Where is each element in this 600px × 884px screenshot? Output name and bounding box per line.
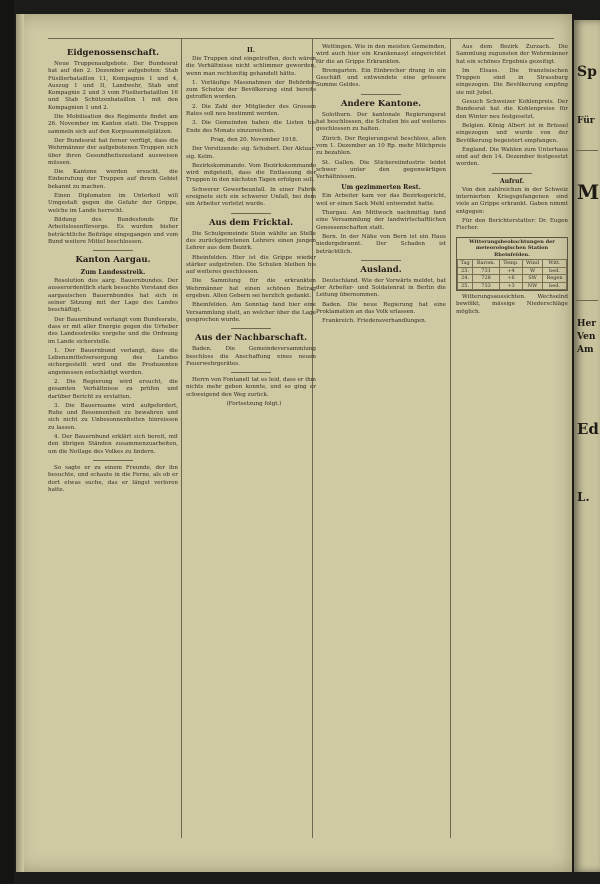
table-cell: Regen [543,275,567,283]
table-cell: NW [522,282,542,290]
section-heading: Aus der Nachbarschaft. [194,333,308,344]
adjacent-page-headline: Sp [577,64,597,80]
table-cell: SW [522,275,542,283]
divider [231,372,271,373]
section-heading: Ausland. [360,264,402,275]
scanner-backdrop [0,0,14,884]
article-paragraph: Resolution des aarg. Bauernbundes. Der ausserordentlich stark besuchte Vorstand des aargauischen Bauernbundes hat sich in seiner Sitzung mit der Lage des Landes beschäftigt. [48,278,179,314]
table-cell: W [522,267,542,275]
section-heading: Aufruf. [499,177,525,185]
table-cell: 733 [473,282,500,290]
article-paragraph: Der Bundesrat hat ferner verfügt, dass die Wehrmänner der aufgebotenen Truppen sich über ihren Gesundheitszustand ausweisen müssen. [48,137,178,166]
article-paragraph: Ein Arbeiter kam vor das Bezirksgericht, weil er einen Sack Mehl entwendet hatte. [316,193,446,207]
table-row [458,275,567,283]
signature-line: Für den Berichterstatter: Dr. Eugen Fischer. [456,217,568,232]
article-paragraph: Schwerer Gewerbeunfall. In einer Fabrik ereignete sich ein schwerer Unfall, bei dem ein Arbeiter verletzt wurde. [186,186,316,208]
divider [231,328,271,329]
adjacent-page-headline: M [577,180,600,204]
divider [93,460,133,461]
table-cell: +4 [499,267,522,275]
table-row [458,282,567,290]
continuation-note: (Fortsetzung folgt.) [226,400,282,407]
article-paragraph: Die Schulgemeinde Stein wählte an Stelle des zurückgetretenen Lehrers einen jungen Lehrer aus dem Bezirk. [186,230,316,252]
table-cell: 23. [458,267,473,275]
article-paragraph: Rheinfelden. Am Sonntag fand hier eine Versammlung statt, an welcher über die Lage gesprochen wurde. [186,302,316,323]
adjacent-page [574,20,600,872]
column-1 [48,44,178,496]
adjacent-page-headline: Ed [577,420,599,438]
table-cell: bed. [543,282,567,290]
section-heading: Andere Kantone. [340,98,422,109]
divider [492,173,532,174]
article-paragraph: Witterungsaussichten. Wechselnd bewölkt, mässige Niederschläge möglich. [456,294,568,315]
column-3 [316,44,446,328]
subsection-heading: Zum Landesstreik. [80,269,146,277]
weather-table-title: Witterungsbeobachtungen der meteorologischen Station Rheinfelden. [469,238,555,258]
article-paragraph: Thurgau. Am Mittwoch nachmittag fand eine Versammlung der landwirtschaftlichen Genossenschaften statt. [316,210,446,231]
article-paragraph: Zürich. Der Regierungsrat beschloss, allen vom 1. Dezember an 10 Rp. mehr Milchpreis zu bezahlen. [316,135,446,157]
table-cell: 731 [473,267,500,275]
article-paragraph: Die Truppen sind eingetroffen, doch wären die Verhältnisse nicht schlimmer geworden, wenn man rechtzeitig gehandelt hätte. [186,56,316,77]
table-cell: 25. [458,282,473,290]
top-rule [48,38,554,39]
section-number: II. [247,47,255,54]
divider [576,300,598,301]
article-paragraph: St. Gallen. Die Stickereiindustrie leidet schwer unter den gegenwärtigen Verhältnissen. [316,159,446,181]
article-paragraph: Bezirkskommando. Vom Bezirkskommando wird mitgeteilt, dass die Entlassung der Truppen in den nächsten Tagen erfolgen soll. [186,162,316,184]
article-paragraph: Frankreich. Friedensverhandlungen. [322,318,427,325]
article-paragraph: 1. Vorläufige Massnahmen der Behörden zum Schutze der Bevölkerung sind bereits getroffen worden. [186,79,316,101]
article-paragraph: 1. Der Bauernbund verlangt, dass die Lebensmittelversorgung des Landes sichergestellt wird und die Produzenten angemessen entschädigt werden. [48,347,178,376]
table-cell: 24. [458,275,473,283]
article-paragraph: Aus dem Bezirk Zurzach. Die Sammlung zugunsten der Wehrmänner hat ein schönes Ergebnis gezeitigt. [456,44,568,65]
section-heading: Eidgenossenschaft. [66,48,160,58]
adjacent-page-text: Her Ven Am [577,319,596,355]
article-paragraph: Wettingen. Wie in den meisten Gemeinden, wird auch hier ein Krankenasyl eingerichtet für die an Grippe Erkrankten. [316,44,446,65]
article-paragraph: England. Die Wahlen zum Unterhaus sind auf den 14. Dezember festgesetzt worden. [456,146,568,168]
divider [361,260,401,261]
article-paragraph: Die Sammlung für die erkrankten Wehrmänner hat einen schönen Betrag ergeben. Allen Gebern sei herzlich gedankt. [186,278,316,300]
dateline: Prag, den 20. November 1918. [210,136,298,143]
column-rule [450,38,451,838]
article-paragraph: Im Elsass. Die französischen Truppen sind in Strassburg eingezogen. Die Bevölkerung empfing sie mit Jubel. [456,67,568,96]
article-paragraph: 3. Die Bauernsame wird aufgefordert, Ruhe und Besonnenheit zu bewahren und sich nicht zu Unbesonnenheiten hinreissen zu lassen. [48,402,178,431]
divider [231,213,271,214]
feuilleton-paragraph: Herrn von Fontanell tat es leid, dass er ihm nichts mehr geben konnte, und so ging er schweigend den Weg zurück. [186,377,316,398]
divider [93,250,133,251]
article-paragraph: Baden. Die neue Regierung hat eine Proklamation an das Volk erlassen. [316,301,446,316]
table-cell: +3 [499,282,522,290]
table-header-cell: Witt. [543,260,567,268]
table-header-cell: Wind [522,260,542,268]
adjacent-page-text: Für [577,116,595,126]
article-paragraph: 2. Die Regierung wird ersucht, die gesamten Verhältnisse zu prüfen und darüber Bericht zu erstatten. [48,378,178,400]
article-paragraph: Von den zahlreichen in der Schweiz internierten Kriegsgefangenen sind viele an Grippe erkrankt. Gaben nimmt entgegen: [456,186,568,215]
article-paragraph: Deutschland. Wie der Vorwärts meldet, hat der Arbeiter- und Soldatenrat in Berlin die Leitung übernommen. [316,277,446,299]
section-heading: Kanton Aargau. [75,255,151,266]
table-cell: bed. [543,267,567,275]
article-paragraph: Neue Truppenaufgebote. Der Bundesrat hat auf den 2. Dezember aufgeboten: Stab Füsilierbataillon 11, Kompagnie 1 und 4, Auszug I und II, Landwehr, Stab und Kompagnie 2 und 3 vom Füsilierbataillon 16 und Stab Schützenbataillon 1 mit den Kompagnien 1 und 2. [48,61,178,111]
article-paragraph: Baden. Die Gemeindeversammlung beschloss die Anschaffung eines neuen Feuerwehrgerätes. [186,346,316,367]
article-paragraph: Gesuch Schweizer Kohlenpreis. Der Bundesrat hat die Kohlenpreise für den Winter neu festgesetzt. [456,99,568,120]
column-4 [456,44,568,318]
weather-data [457,259,567,290]
table-header-cell: Temp. [499,260,522,268]
article-paragraph: Die Mobilisation des Regiments findet am 26. November im Kanton statt. Die Truppen sammeln sich auf den Korpssammelplätzen. [48,114,178,135]
table-header-cell: Tag [458,260,473,268]
adjacent-page-text: L. [577,490,590,504]
section-heading: Aus dem Fricktal. [208,217,294,228]
article-paragraph: 2. Die Zahl der Mitglieder des Grossen Rates soll neu bestimmt werden. [186,103,316,118]
divider [361,94,401,95]
article-paragraph: Bremgarten. Ein Einbrecher drang in ein Geschäft und entwendete eine grössere Summe Geldes. [316,67,446,89]
newspaper-page [16,14,572,872]
article-paragraph: Bern. In der Nähe von Bern ist ein Haus niedergebrannt. Der Schaden ist beträchtlich. [316,233,446,255]
column-rule [181,38,182,838]
table-cell: +6 [499,275,522,283]
article-paragraph: Belgien. König Albert ist in Brüssel eingezogen und wurde von der Bevölkerung begeistert empfangen. [456,122,568,144]
article-paragraph: 3. Die Gemeinden haben die Listen bis Ende des Monats einzureichen. [186,120,316,134]
table-header-cell: Barom. [473,260,500,268]
table-row [458,267,567,275]
subsection-heading: Um gezimmerten Rest. [341,184,421,192]
table-header-row [458,260,567,268]
article-paragraph: Solothurn. Der kantonale Regierungsrat hat beschlossen, die Schulen bis auf weiteres geschlossen zu halten. [316,111,446,133]
article-paragraph: Die Kantone werden ersucht, die Einberufung der Truppen auf ihrem Gebiet bekannt zu machen. [48,169,178,190]
article-paragraph: Der Bauernbund verlangt vom Bundesrate, dass er mit aller Energie gegen die Urheber des Landesstreiks vorgehe und die Ordnung im Lande sicherstelle. [48,316,178,345]
divider [576,150,598,151]
article-paragraph: So sagte er zu einem Freunde, der ihn besuchte, und schaute in die Ferne, als ob er dort etwas suche, das er längst verloren hatte. [48,464,178,493]
article-paragraph: Rheinfelden. Hier ist die Grippe wieder stärker aufgetreten. Die Schulen bleiben bis auf weiteres geschlossen. [186,254,316,276]
signature-line: Der Vorsitzende: sig. Schubert. Der Aktuar: sig. Kelm. [186,146,316,160]
article-paragraph: Einen Diplomaten im Unterkeil will Umgestalt gegen die Gefahr der Grippe, welche im Lande herrscht. [48,193,178,214]
table-cell: 728 [473,275,500,283]
article-paragraph: Bildung des Bundesfonds für Arbeitslosenfürsorge. Es wurden bisher beträchtliche Beiträge eingegangen und vom Bund weitere Mittel beschlossen. [48,216,178,245]
weather-table [456,237,568,292]
page-binding-edge [16,14,24,872]
article-paragraph: 4. Der Bauernbund erklärt sich bereit, mit den übrigen Ständen zusammenzuarbeiten, um die Notlage des Volkes zu lindern. [48,434,178,455]
column-2 [186,44,316,410]
